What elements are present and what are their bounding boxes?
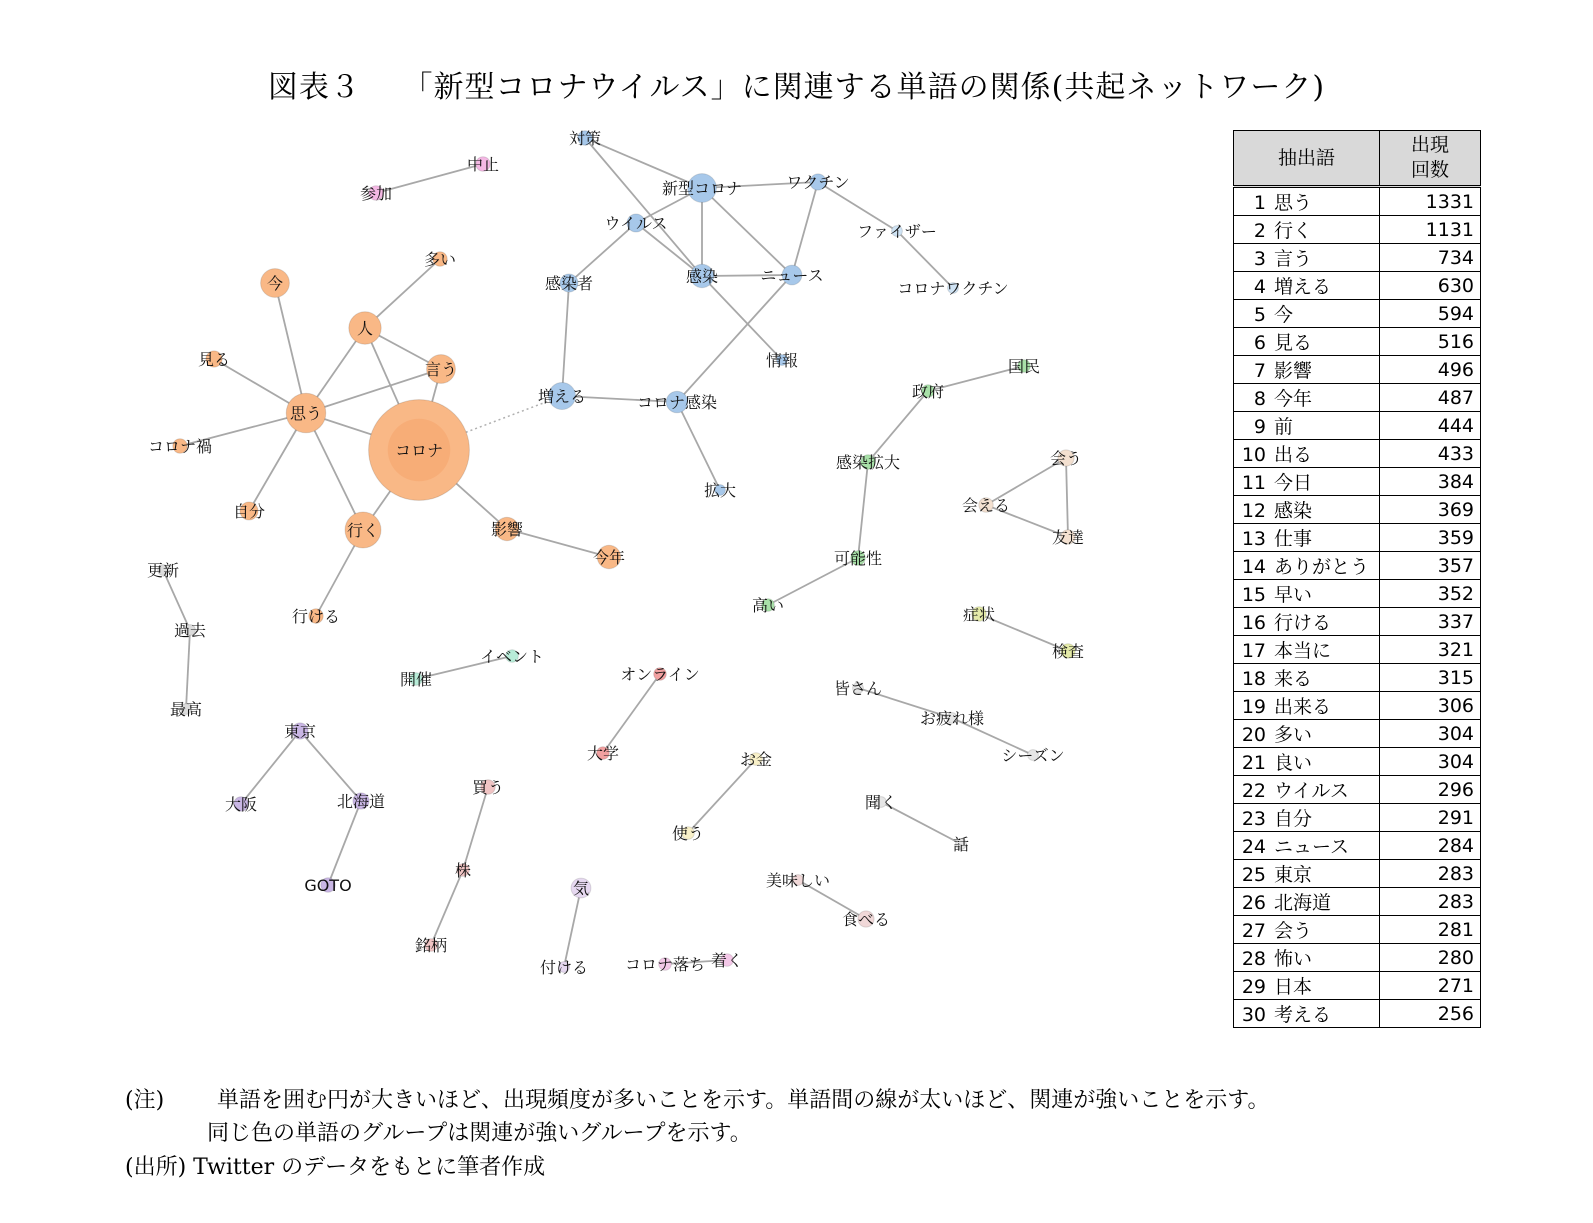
table-cell-word <box>1234 216 1380 244</box>
table-cell-word <box>1234 328 1380 356</box>
table-cell-count: 315 <box>1380 664 1481 692</box>
rank-number: 17 <box>1241 640 1266 662</box>
header-count: 出現 回数 <box>1380 131 1481 187</box>
table-cell-count: 271 <box>1380 972 1481 1000</box>
table-cell-word <box>1234 664 1380 692</box>
table-row <box>1234 187 1481 216</box>
source-text: Twitter のデータをもとに筆者作成 <box>193 1155 546 1180</box>
rank-number: 14 <box>1241 556 1266 578</box>
node-label: 東京 <box>283 722 317 741</box>
edge-お金-使う <box>688 759 756 833</box>
word-label: 出来る <box>1274 696 1332 718</box>
table-row <box>1234 272 1481 300</box>
table-row <box>1234 580 1481 608</box>
table-row <box>1234 468 1481 496</box>
rank-number: 15 <box>1241 584 1266 606</box>
node-label: 行く <box>346 521 380 540</box>
node-label: 参加 <box>359 184 393 203</box>
table-row <box>1234 412 1481 440</box>
table-cell-count: 594 <box>1380 300 1481 328</box>
word-label: 早い <box>1274 584 1313 606</box>
node-label: ファイザー <box>857 222 937 241</box>
table-cell-word <box>1234 1000 1380 1028</box>
node-label: 多い <box>423 250 457 269</box>
node-label: 買う <box>471 778 505 797</box>
edge-政府-感染拡大 <box>868 391 928 462</box>
table-cell-count: 256 <box>1380 1000 1481 1028</box>
table-cell-word <box>1234 384 1380 412</box>
header-word: 抽出語 <box>1234 131 1380 187</box>
node-label: コロナ落ち <box>624 955 706 974</box>
table-cell-word <box>1234 440 1380 468</box>
table-cell-word <box>1234 748 1380 776</box>
word-label: 日本 <box>1274 976 1313 998</box>
rank-number: 5 <box>1253 304 1266 326</box>
table-cell-count: 1131 <box>1380 216 1481 244</box>
rank-number: 16 <box>1241 612 1266 634</box>
node-label: 可能性 <box>833 549 883 568</box>
node-label: オンライン <box>620 665 700 684</box>
node-label: 中止 <box>466 155 500 174</box>
table-header-row <box>1234 131 1481 187</box>
edge-感染拡大-可能性 <box>858 462 868 558</box>
node-label: お金 <box>739 750 773 769</box>
table-cell-word <box>1234 608 1380 636</box>
table-cell-word <box>1234 272 1380 300</box>
table-cell-count: 280 <box>1380 944 1481 972</box>
rank-number: 26 <box>1241 892 1266 914</box>
node-label: 気 <box>572 879 590 898</box>
word-label: 行ける <box>1274 612 1332 634</box>
rank-number: 29 <box>1241 976 1266 998</box>
source-line <box>125 1150 545 1181</box>
table-cell-count: 516 <box>1380 328 1481 356</box>
table-cell-word <box>1234 636 1380 664</box>
table-cell-word <box>1234 944 1380 972</box>
table-cell-word <box>1234 720 1380 748</box>
node-label: 会える <box>961 496 1011 515</box>
node-label: ウイルス <box>604 214 668 233</box>
word-label: 今年 <box>1274 388 1313 410</box>
node-label: 拡大 <box>703 481 737 500</box>
node-label: 対策 <box>568 129 602 148</box>
rank-number: 6 <box>1253 332 1266 354</box>
word-label: 前 <box>1274 416 1294 438</box>
rank-number: 1 <box>1253 192 1266 214</box>
word-label: 感染 <box>1274 500 1313 522</box>
rank-number: 11 <box>1241 472 1266 494</box>
node-label: 高い <box>751 596 785 615</box>
word-label: 出る <box>1274 444 1313 466</box>
table-row <box>1234 748 1481 776</box>
edge-買う-株 <box>463 787 488 870</box>
rank-number: 3 <box>1253 248 1266 270</box>
node-label: 影響 <box>490 520 524 539</box>
node-label: 思う <box>289 404 323 423</box>
table-cell-word <box>1234 888 1380 916</box>
node-label: 着く <box>710 951 744 970</box>
table-row <box>1234 496 1481 524</box>
node-label: コロナ禍 <box>147 437 213 456</box>
table-row <box>1234 244 1481 272</box>
table-cell-word <box>1234 916 1380 944</box>
table-cell-count: 284 <box>1380 832 1481 860</box>
rank-number: 28 <box>1241 948 1266 970</box>
word-label: 東京 <box>1274 864 1313 886</box>
rank-number: 10 <box>1241 444 1266 466</box>
node-label: 情報 <box>765 351 799 370</box>
table-cell-count: 357 <box>1380 552 1481 580</box>
table-cell-count: 630 <box>1380 272 1481 300</box>
table-cell-word <box>1234 496 1380 524</box>
table-cell-word <box>1234 804 1380 832</box>
node-label: 美味しい <box>765 871 831 890</box>
word-label: 言う <box>1274 248 1313 270</box>
table-cell-count: 359 <box>1380 524 1481 552</box>
edge-東京-大阪 <box>241 731 300 804</box>
table-cell-count: 283 <box>1380 888 1481 916</box>
table-row <box>1234 692 1481 720</box>
note-line-1 <box>125 1083 1269 1114</box>
table-cell-word <box>1234 552 1380 580</box>
word-label: ウイルス <box>1274 780 1349 802</box>
node-label: シーズン <box>1001 746 1065 765</box>
node-label: 人 <box>356 319 374 338</box>
node-label: コロナ感染 <box>636 393 718 412</box>
node-label: 検査 <box>1051 642 1085 661</box>
table-cell-count: 352 <box>1380 580 1481 608</box>
source-label: (出所) <box>125 1155 187 1180</box>
node-label: 大学 <box>586 744 620 763</box>
table-row <box>1234 888 1481 916</box>
figure-title: 図表３ 「新型コロナウイルス」に関連する単語の関係(共起ネットワーク) <box>267 70 1326 105</box>
table-row <box>1234 832 1481 860</box>
table-row <box>1234 440 1481 468</box>
node-label: GOTO <box>304 876 352 895</box>
table-row <box>1234 972 1481 1000</box>
node-label: 話 <box>952 835 970 854</box>
edge-株-銘柄 <box>431 870 463 945</box>
table-row <box>1234 720 1481 748</box>
table-row <box>1234 860 1481 888</box>
table-row <box>1234 664 1481 692</box>
node-label: 食べる <box>841 910 891 929</box>
table-cell-count: 433 <box>1380 440 1481 468</box>
rank-number: 30 <box>1241 1004 1266 1026</box>
word-label: 今日 <box>1274 472 1313 494</box>
table-cell-word <box>1234 244 1380 272</box>
word-label: 仕事 <box>1274 528 1313 550</box>
node-label: 新型コロナ <box>661 179 743 198</box>
edge-対策-感染 <box>585 138 702 276</box>
node-label: コロナワクチン <box>897 279 1009 298</box>
rank-number: 2 <box>1253 220 1266 242</box>
edge-感染-情報 <box>702 276 782 360</box>
table-cell-word <box>1234 832 1380 860</box>
table-cell-count: 296 <box>1380 776 1481 804</box>
node-label: 使う <box>671 824 705 843</box>
node-label: 症状 <box>962 605 996 624</box>
node-label: 感染 <box>685 267 719 286</box>
node-label: 会う <box>1049 449 1083 468</box>
table-row <box>1234 300 1481 328</box>
table-cell-count: 283 <box>1380 860 1481 888</box>
table-row <box>1234 216 1481 244</box>
table-cell-word <box>1234 468 1380 496</box>
rank-number: 9 <box>1253 416 1266 438</box>
table-cell-count: 306 <box>1380 692 1481 720</box>
word-label: 会う <box>1274 920 1313 942</box>
table-row <box>1234 916 1481 944</box>
node-label: 付ける <box>539 958 589 977</box>
table-cell-word <box>1234 580 1380 608</box>
rank-number: 13 <box>1241 528 1266 550</box>
word-label: 考える <box>1274 1004 1332 1026</box>
edge-北海道-GOTO <box>328 801 361 885</box>
node-label: 今 <box>266 274 284 293</box>
table-cell-count: 384 <box>1380 468 1481 496</box>
node-label: 銘柄 <box>414 936 448 955</box>
node-label: 見る <box>197 350 231 369</box>
table-cell-word <box>1234 300 1380 328</box>
word-label: 影響 <box>1274 360 1313 382</box>
table-row <box>1234 552 1481 580</box>
node-label: 友達 <box>1051 528 1085 547</box>
edge-新型コロナ-ニュース <box>702 188 792 275</box>
table-row <box>1234 636 1481 664</box>
rank-number: 8 <box>1253 388 1266 410</box>
note-text-1: 単語を囲む円が大きいほど、出現頻度が多いことを示す。単語間の線が太いほど、関連が強いことを示す。 <box>217 1088 1270 1113</box>
rank-number: 22 <box>1241 780 1266 802</box>
rank-number: 4 <box>1253 276 1266 298</box>
edge-コロナ感染-拡大 <box>677 402 720 490</box>
table-cell-count: 321 <box>1380 636 1481 664</box>
rank-number: 12 <box>1241 500 1266 522</box>
table-cell-count: 487 <box>1380 384 1481 412</box>
word-label: 今 <box>1274 304 1294 326</box>
node-label: 今年 <box>592 548 626 567</box>
node-label: お疲れ様 <box>919 709 985 728</box>
node-label: 自分 <box>232 502 266 521</box>
word-label: 思う <box>1274 192 1313 214</box>
table-cell-word <box>1234 692 1380 720</box>
word-label: 多い <box>1274 724 1313 746</box>
node-label: イベント <box>479 647 545 666</box>
edge-過去-最高 <box>186 630 190 709</box>
table-cell-count: 337 <box>1380 608 1481 636</box>
node-label: 過去 <box>173 621 207 640</box>
edge-気-付ける <box>564 888 581 967</box>
node-label: 増える <box>537 387 587 406</box>
node-label: 皆さん <box>833 679 883 698</box>
table-cell-word <box>1234 356 1380 384</box>
rank-number: 19 <box>1241 696 1266 718</box>
table-cell-count: 1331 <box>1380 187 1481 216</box>
node-label: 北海道 <box>336 792 386 811</box>
table-cell-count: 291 <box>1380 804 1481 832</box>
node-label: 株 <box>454 861 472 880</box>
node-label: 国民 <box>1007 357 1041 376</box>
node-label: ワクチン <box>786 173 850 192</box>
table-row <box>1234 384 1481 412</box>
word-label: 増える <box>1274 276 1332 298</box>
rank-number: 27 <box>1241 920 1266 942</box>
node-label: 感染者 <box>544 274 594 293</box>
word-label: 自分 <box>1274 808 1313 830</box>
node-label: 更新 <box>146 561 180 580</box>
edge-ワクチン-ニュース <box>792 182 818 275</box>
word-label: 北海道 <box>1274 892 1332 914</box>
node-label: 政府 <box>911 382 945 401</box>
node-label: 行ける <box>291 607 341 626</box>
edge-オンライン-大学 <box>603 674 660 753</box>
node-label: 聞く <box>864 793 898 812</box>
table-cell-count: 281 <box>1380 916 1481 944</box>
edge-ニュース-コロナ感染 <box>677 275 792 402</box>
edge-東京-北海道 <box>300 731 361 801</box>
word-label: ニュース <box>1274 836 1350 858</box>
table-row <box>1234 944 1481 972</box>
word-label: 本当に <box>1274 640 1332 662</box>
rank-number: 25 <box>1241 864 1266 886</box>
table-cell-count: 444 <box>1380 412 1481 440</box>
table-cell-count: 369 <box>1380 496 1481 524</box>
table-row <box>1234 524 1481 552</box>
node-label: コロナ <box>394 441 444 460</box>
table-cell-count: 734 <box>1380 244 1481 272</box>
table-cell-count: 304 <box>1380 748 1481 776</box>
edge-感染者-増える <box>562 283 569 396</box>
node-label: 言う <box>424 360 458 379</box>
table-row <box>1234 776 1481 804</box>
table-cell-count: 496 <box>1380 356 1481 384</box>
rank-number: 24 <box>1241 836 1266 858</box>
node-label: ニュース <box>760 266 824 285</box>
node-label: 感染拡大 <box>835 453 901 472</box>
word-label: 怖い <box>1274 948 1313 970</box>
table-row <box>1234 328 1481 356</box>
table-cell-word <box>1234 524 1380 552</box>
note-line-2: 同じ色の単語のグループは関連が強いグループを示す。 <box>207 1121 752 1146</box>
note-label: (注) <box>125 1088 165 1113</box>
node-label: 開催 <box>399 670 433 689</box>
word-label: 良い <box>1274 752 1313 774</box>
rank-number: 18 <box>1241 668 1266 690</box>
table-cell-word <box>1234 860 1380 888</box>
table-row <box>1234 608 1481 636</box>
table-row <box>1234 804 1481 832</box>
node-label: 大阪 <box>224 795 258 814</box>
table-row <box>1234 356 1481 384</box>
edge-会う-友達 <box>1066 458 1068 537</box>
table-cell-word <box>1234 187 1380 216</box>
node-label: 最高 <box>169 700 203 719</box>
table-cell-word <box>1234 972 1380 1000</box>
table-cell-word <box>1234 776 1380 804</box>
rank-number: 20 <box>1241 724 1266 746</box>
rank-number: 7 <box>1253 360 1266 382</box>
table-cell-word <box>1234 412 1380 440</box>
word-label: ありがとう <box>1274 556 1370 578</box>
frequency-table <box>1233 130 1481 1028</box>
rank-number: 21 <box>1241 752 1266 774</box>
word-label: 見る <box>1274 332 1313 354</box>
word-label: 来る <box>1274 668 1313 690</box>
rank-number: 23 <box>1241 808 1266 830</box>
word-label: 行く <box>1274 220 1313 242</box>
table-row <box>1234 1000 1481 1028</box>
table-cell-count: 304 <box>1380 720 1481 748</box>
